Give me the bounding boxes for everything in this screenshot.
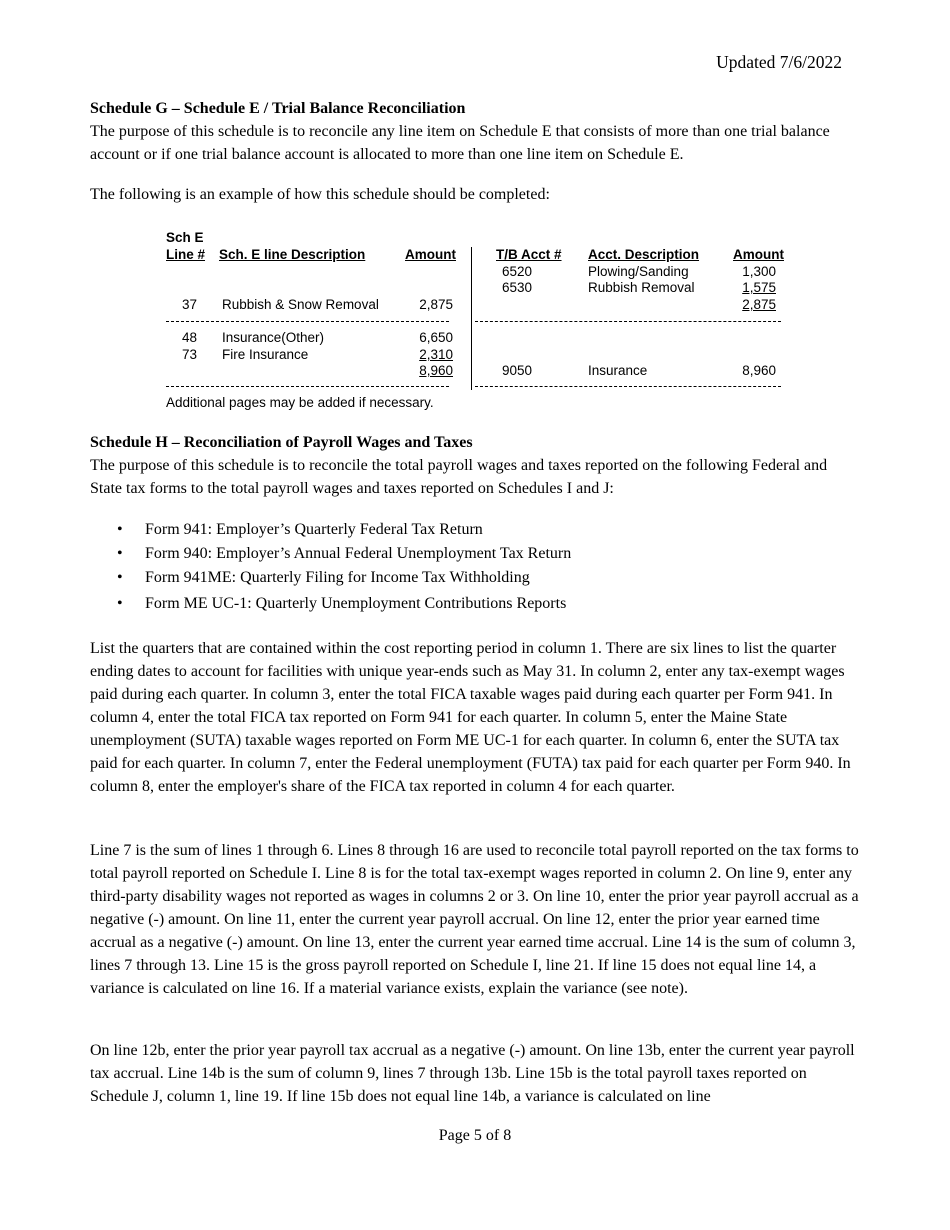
schedule-g-title: Schedule G – Schedule E / Trial Balance Reconciliation [90, 100, 466, 117]
tb-acct-cell: 9050 [502, 363, 533, 378]
schedule-g-example-intro: The following is an example of how this schedule should be completed: [90, 186, 550, 203]
header-amount-right: Amount [733, 247, 784, 262]
acct-amount-cell: 1,575 [742, 280, 776, 295]
row-divider [166, 386, 449, 387]
acct-desc-cell: Plowing/Sanding [588, 264, 689, 279]
schedule-g-section [90, 97, 860, 166]
forms-list-section [90, 518, 860, 616]
header-line-no: Line # [166, 247, 206, 262]
schedule-h-title: Schedule H – Reconciliation of Payroll Wages and Taxes [90, 434, 473, 451]
sch-e-amount-cell: 2,875 [419, 297, 453, 312]
row-divider [475, 386, 781, 387]
paragraph-text: Line 7 is the sum of lines 1 through 6. Lines 8 through 16 are used to reconcile total payroll reported on the tax forms to total payroll reported on Schedule I. Line 8 is for the total tax-exempt wages reported in column 2. On line 9, enter any third-party disability wages not reported as wages in columns 2 or 3. On line 10, enter the prior year payroll accrual as a negative (-) amount. On line 11, enter the current year payroll accrual. On line 12, enter the prior year earned time accrual as a negative (-) amount. On line 13, enter the current year earned time accrual. Line 14 is the sum of column 3, lines 7 through 13. Line 15 is the gross payroll reported on Schedule I, line 21. If line 15 does not equal line 14, a variance is calculated on line 16. If a material variance exists, explain the variance (see note). [90, 842, 859, 997]
list-item: • Form 940: Employer’s Annual Federal Unemployment Tax Return [90, 542, 860, 566]
tb-acct-cell: 6530 [502, 280, 533, 295]
acct-desc-cell: Rubbish Removal [588, 280, 695, 295]
row-divider [475, 321, 781, 322]
acct-amount-cell: 8,960 [742, 363, 776, 378]
tb-acct-cell: 6520 [502, 264, 533, 279]
header-tb-acct: T/B Acct # [496, 247, 562, 262]
column-separator [471, 247, 473, 390]
updated-date: Updated 7/6/2022 [716, 52, 842, 72]
tax-forms-list [90, 518, 860, 616]
row-divider [166, 321, 449, 322]
schedule-g-purpose: The purpose of this schedule is to reconcile any line item on Schedule E that consists of more than one trial balance account or if one trial balance account is allocated to more than one line item on Schedule E. [90, 123, 830, 163]
header-line-description: Sch. E line Description [219, 247, 366, 262]
acct-desc-cell: Insurance [588, 363, 648, 378]
schedule-h-section [90, 431, 860, 500]
sch-e-desc-cell: Rubbish & Snow Removal [222, 297, 379, 312]
acct-total-cell: 2,875 [742, 297, 776, 312]
paragraph-text: On line 12b, enter the prior year payroll tax accrual as a negative (-) amount. On line 13b, enter the current year payroll tax accrual. Line 14b is the sum of column 9, lines 7 through 13b. Line 15b is the total payroll taxes reported on Schedule J, column 1, line 19. If line 15b does not equal line 14b, a variance is calculated on line [90, 1042, 855, 1105]
additional-pages-note: Additional pages may be added if necessary. [166, 395, 434, 410]
sch-e-desc-cell: Insurance(Other) [222, 330, 325, 345]
schedule-h-paragraph-1 [90, 637, 860, 798]
sch-e-amount-cell: 2,310 [419, 347, 453, 362]
list-item: • Form 941: Employer’s Quarterly Federal Tax Return [90, 518, 860, 542]
schedule-h-purpose: The purpose of this schedule is to reconcile the total payroll wages and taxes reported on the following Federal and State tax forms to the total payroll wages and taxes reported on Schedules I and J: [90, 457, 828, 497]
sch-e-line-cell: 73 [182, 347, 198, 362]
paragraph-text: List the quarters that are contained within the cost reporting period in column 1. There are six lines to list the quarter ending dates to account for facilities with unique year-ends such as May 31. In column 2, enter any tax-exempt wages paid during each quarter. In column 3, enter the total FICA taxable wages paid during each quarter per Form 941. In column 4, enter the total FICA tax reported on Form 941 for each quarter. In column 5, enter the Maine State unemployment (SUTA) taxable wages reported on Form ME UC-1 for each quarter. In column 6, enter the SUTA tax paid for each quarter. In column 7, enter the Federal unemployment (FUTA) tax paid for each quarter per Form 940. In column 8, enter the employer's share of the FICA tax reported in column 4 for each quarter. [90, 640, 851, 795]
sch-e-amount-cell: 6,650 [419, 330, 453, 345]
header-acct-description: Acct. Description [588, 247, 700, 262]
sch-e-total-cell: 8,960 [419, 363, 453, 378]
acct-amount-cell: 1,300 [742, 264, 776, 279]
schedule-h-paragraph-3 [90, 1039, 860, 1108]
schedule-h-paragraph-2 [90, 839, 860, 1000]
list-item: • Form ME UC-1: Quarterly Unemployment Contributions Reports [90, 592, 860, 616]
example-reconciliation-table [166, 229, 786, 414]
sch-e-line-cell: 37 [182, 297, 198, 312]
sch-e-desc-cell: Fire Insurance [222, 347, 309, 362]
page-number: Page 5 of 8 [438, 1127, 512, 1144]
header-sch-e: Sch E [166, 230, 204, 245]
header-amount-left: Amount [405, 247, 456, 262]
sch-e-line-cell: 48 [182, 330, 198, 345]
list-item: • Form 941ME: Quarterly Filing for Income Tax Withholding [90, 566, 860, 590]
